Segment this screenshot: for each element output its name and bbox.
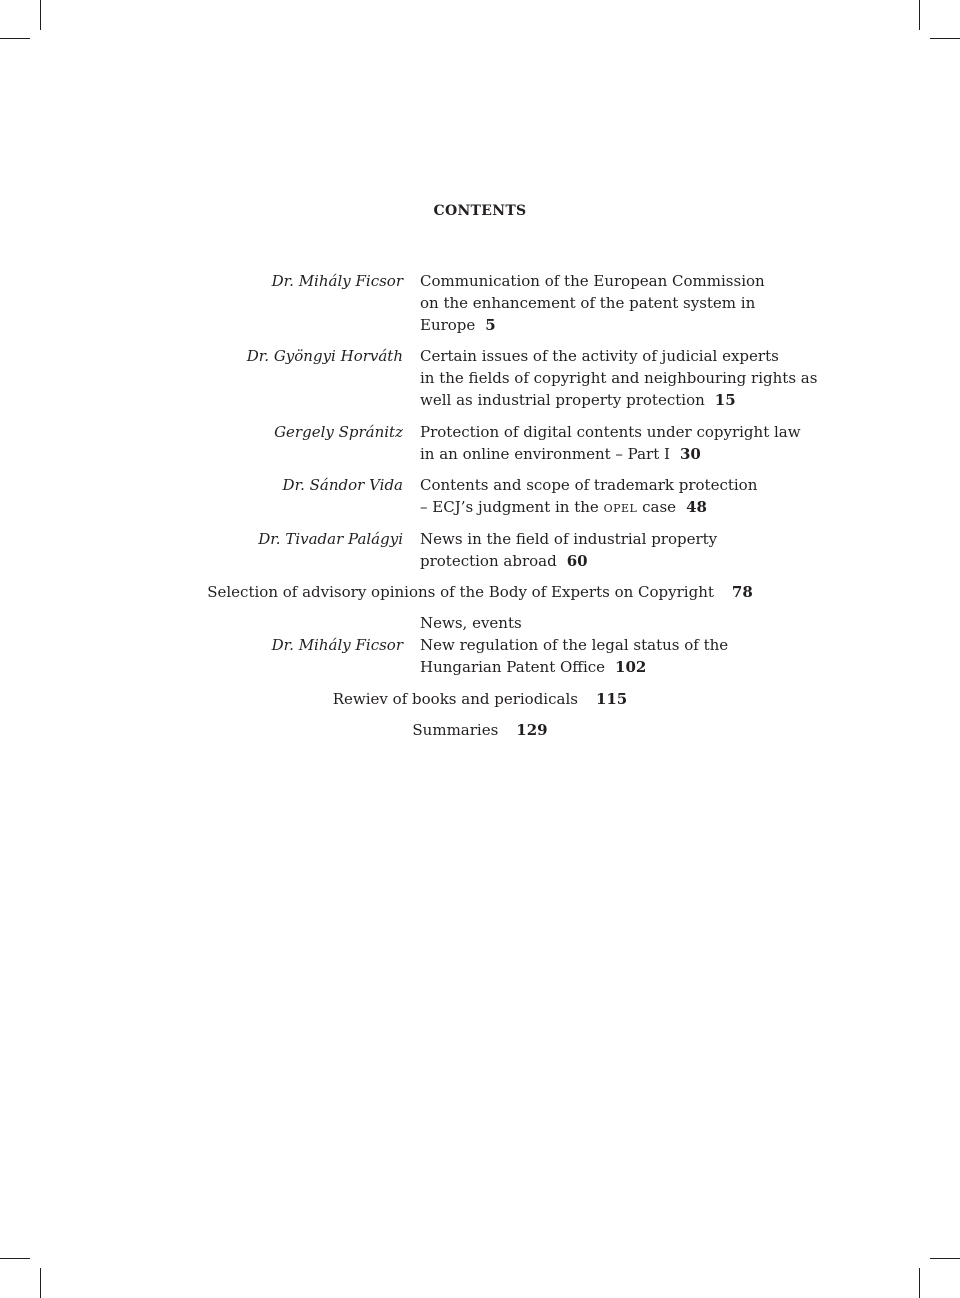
entry-title-line: Communication of the European Commission bbox=[420, 272, 765, 290]
entry-title bbox=[420, 528, 820, 572]
entry-title-text: Hungarian Patent Office bbox=[420, 658, 606, 676]
page-number: 5 bbox=[485, 316, 496, 334]
entry-title bbox=[420, 474, 820, 518]
entry-title-line: New regulation of the legal status of the bbox=[420, 636, 729, 654]
entry-title-text: protection abroad bbox=[420, 552, 557, 570]
page-number: 48 bbox=[686, 498, 707, 516]
entry-title bbox=[420, 421, 820, 465]
entry-author: Dr. Mihály Ficsor bbox=[271, 636, 403, 654]
entry-title-line: Certain issues of the activity of judicial experts bbox=[420, 347, 779, 365]
entry-title-line bbox=[420, 389, 820, 411]
entry-title bbox=[420, 345, 820, 411]
page-number: 15 bbox=[714, 391, 736, 409]
entry-title-line: Contents and scope of trademark protection bbox=[420, 476, 758, 494]
entry-title bbox=[420, 270, 820, 336]
entry-title-line bbox=[420, 656, 820, 678]
entry-title-line: on the enhancement of the patent system in bbox=[420, 294, 756, 312]
page-number: 115 bbox=[595, 690, 628, 708]
entry-title-text: well as industrial property protection bbox=[420, 391, 705, 409]
section-heading: News, events bbox=[420, 614, 522, 632]
entry-title-line bbox=[420, 314, 820, 336]
page-number: 60 bbox=[566, 552, 588, 570]
entry-title-line: in the fields of copyright and neighbouring rights as bbox=[420, 369, 818, 387]
toc-entry-review[interactable] bbox=[0, 688, 960, 710]
entry-author: Dr. Gyöngyi Horváth bbox=[246, 347, 403, 365]
entry-title-line bbox=[420, 496, 820, 518]
entry-title-text: Europe bbox=[420, 316, 476, 334]
entry-title-line bbox=[420, 443, 820, 465]
entry-title-text: case bbox=[642, 498, 677, 516]
page-number: 78 bbox=[731, 583, 753, 601]
entry-title-text: in an online environment – Part I bbox=[420, 445, 670, 463]
trademark-name: opel bbox=[603, 498, 638, 516]
entry-title-text: Rewiev of books and periodicals bbox=[332, 690, 578, 708]
entry-author: Dr. Sándor Vida bbox=[282, 476, 403, 494]
toc-entry-summaries[interactable] bbox=[0, 719, 960, 741]
entry-title-text: Selection of advisory opinions of the Body of Experts on Copyright bbox=[207, 583, 714, 601]
entry-author: Dr. Tivadar Palágyi bbox=[258, 530, 403, 548]
entry-title-text: Summaries bbox=[412, 721, 499, 739]
entry-author: Gergely Spránitz bbox=[274, 423, 403, 441]
entry-author: Dr. Mihály Ficsor bbox=[271, 272, 403, 290]
entry-title-line: Protection of digital contents under copyright law bbox=[420, 423, 801, 441]
entry-title bbox=[420, 634, 820, 678]
entry-title-line: News in the field of industrial property bbox=[420, 530, 718, 548]
entry-title-text: – ECJ’s judgment in the bbox=[420, 498, 599, 516]
toc-entry-selection[interactable] bbox=[0, 581, 960, 603]
page-number: 30 bbox=[679, 445, 701, 463]
entry-title-line bbox=[420, 550, 820, 572]
page-number: 129 bbox=[516, 721, 548, 739]
page-title: CONTENTS bbox=[433, 203, 527, 219]
page-number: 102 bbox=[615, 658, 647, 676]
